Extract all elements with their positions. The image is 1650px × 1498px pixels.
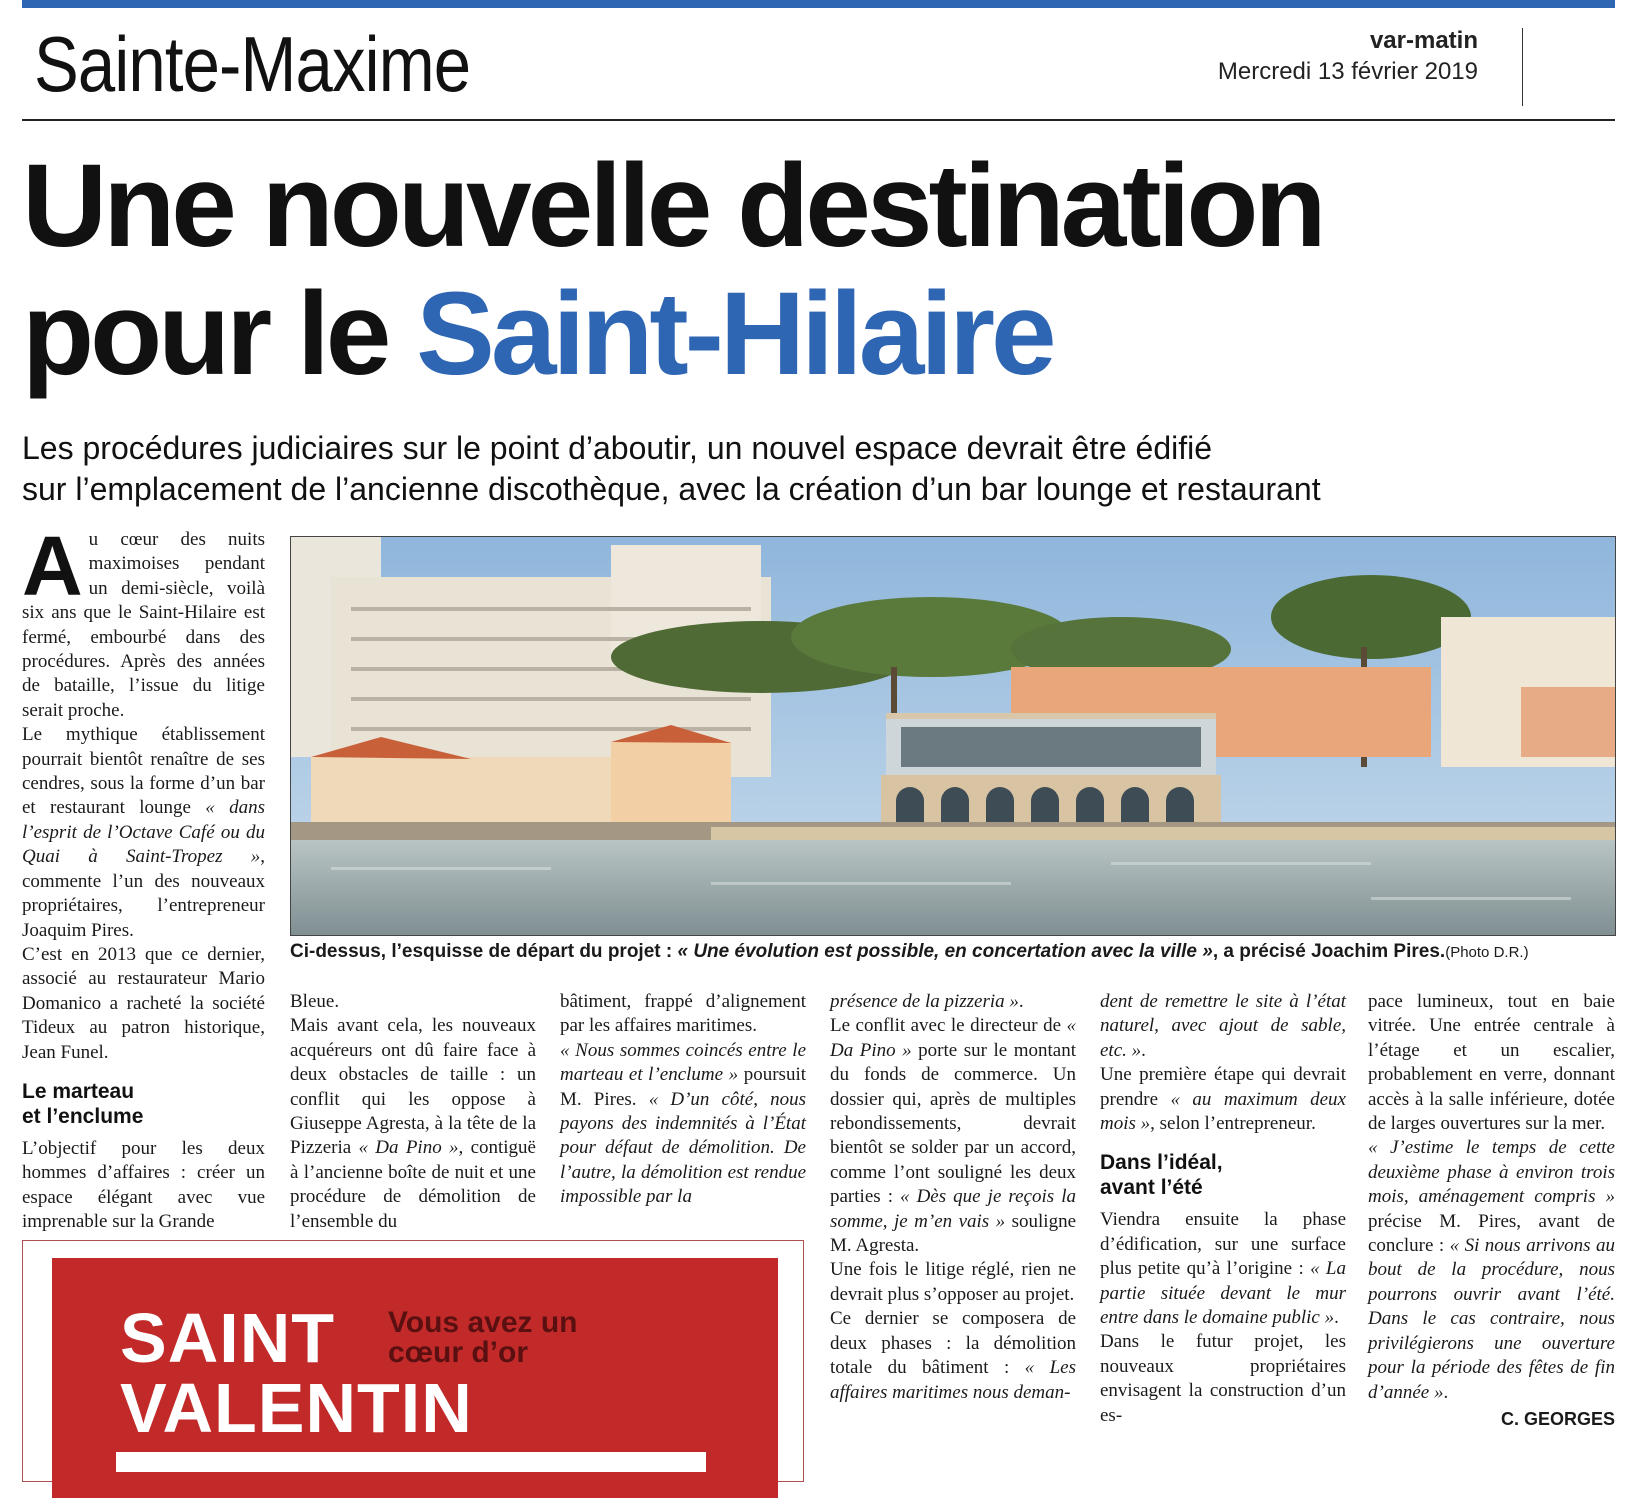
quote: « Da Pino » [830, 1015, 1076, 1061]
subheading-line: Dans l’idéal, [1100, 1151, 1223, 1175]
ad-image-area [116, 1452, 706, 1472]
paragraph [830, 1014, 1076, 1258]
paragraph [22, 723, 265, 943]
photo-credit: (Photo D.R.) [1445, 944, 1529, 961]
paragraph-text: poursuit M. Pires. [560, 1064, 807, 1110]
headline-line-1: Une nouvelle destination [22, 140, 1323, 272]
newspaper-name: var-matin [1369, 27, 1478, 54]
paragraph: pace lumineux, tout en baie vitrée. Une entrée centrale à l’étage et un escalier, probablement en verre, donnant accès à la salle inférieure, dotée de larges ouvertures sur la mer. [1368, 991, 1615, 1135]
headline-line-2 [22, 270, 1632, 398]
paragraph-text: . [1141, 1039, 1146, 1061]
paragraph-text: précise M. Pires, avant de conclure : [1368, 1210, 1615, 1257]
masthead-divider [1522, 28, 1523, 106]
paragraph-text: u cœur des nuits maximoises pendant un demi-siècle, voilà six ans que le Saint-Hilaire est fermé, embourbé dans des procédures. Après des années de bataille, l’issue du litige serait proche. [22, 529, 265, 721]
article-headline [22, 142, 1632, 398]
headline-accent: Saint-Hilaire [416, 268, 1053, 400]
quote: « Les affaires maritimes nous deman- [830, 1357, 1076, 1403]
paragraph [830, 990, 1076, 1014]
paragraph-text: Le conflit avec le directeur de [830, 1015, 1067, 1037]
section-title: Sainte-Maxime [34, 20, 471, 108]
paragraph-text: porte sur le montant du fonds de commerce. Un dossier qui, après de multiples rebondissements, devrait bientôt se solder par un accord, comme l’ont souligné les deux parties : [830, 1039, 1076, 1208]
quote: « au maximum deux mois » [1100, 1088, 1346, 1135]
caption-tail: , a précisé Joachim Pires. [1212, 941, 1446, 962]
publication-date: Mercredi 13 février 2019 [1217, 58, 1478, 85]
paragraph-text: Le mythique établissement pourrait bientôt renaître de ses cendres, sous la forme d’un bar et restaurant lounge [22, 724, 265, 819]
paragraph-text: Ce dernier se composera de deux phases : la démolition totale du bâtiment : [830, 1308, 1076, 1379]
paragraph: Dans le futur projet, les nouveaux propriétaires envisagent la construction d’un es- [1100, 1331, 1346, 1426]
quote: « J’estime le temps de cette deuxième phase à environ trois mois, aménagement compris » [1368, 1137, 1615, 1208]
caption-lead: Ci-dessus, l’esquisse de départ du projet : [290, 941, 678, 962]
quote: dent de remettre le site à l’état naturel, avec ajout de sable, etc. » [1100, 991, 1346, 1061]
paragraph-text: . [1443, 1381, 1449, 1403]
byline: C. GEORGES [1500, 1408, 1615, 1429]
quote: « Si nous arrivons au bout de la procédure, nous pourrons ouvrir avant l’été. Dans le cas contraire, nous privilégierons une ouverture pour la période des fêtes de fin d’année » [1368, 1235, 1615, 1403]
paragraph: L’objectif pour les deux hommes d’affaires : créer un espace élégant avec vue imprenable sur la Grande [22, 1137, 265, 1233]
quote: « Da Pino » [358, 1137, 459, 1159]
paragraph-text: , commente l’un des nouveaux propriétaires, l’entrepreneur Joaquim Pires. [22, 846, 265, 941]
article-column-2 [290, 990, 536, 1234]
article-column-3 [560, 990, 806, 1210]
quote: présence de la pizzeria » [830, 991, 1019, 1012]
masthead [1218, 26, 1478, 88]
standfirst-line-2: sur l’emplacement de l’ancienne discothèque, avec la création d’un bar lounge et restaurant [22, 471, 1321, 507]
paragraph-text: , selon l’entrepreneur. [1150, 1113, 1316, 1135]
photo-caption [290, 940, 1620, 965]
paragraph-text: , contiguë à l’ancienne boîte de nuit et une procédure de démolition de l’ensemble du [290, 1137, 536, 1232]
paragraph-text: Mais avant cela, les nouveaux acquéreurs ont dû faire face à deux obstacles de taille : un conflit qui les oppose à Giuseppe Agresta, à la tête de la Pizzeria [290, 1015, 536, 1159]
waterfront-illustration [291, 537, 1615, 935]
paragraph: Bleue. [290, 991, 340, 1012]
ad-title-valentin: VALENTIN [120, 1369, 473, 1447]
article-column-4 [830, 990, 1076, 1405]
paragraph: Une fois le litige réglé, rien ne devrait plus s’opposer au projet. [830, 1259, 1076, 1305]
paragraph-text: Une première étape qui devrait prendre [1100, 1064, 1346, 1110]
subheading-line: Le marteau [22, 1079, 135, 1103]
subheading-line: avant l’été [1100, 1176, 1203, 1200]
project-sketch-photo [290, 536, 1616, 936]
ad-tagline: Vous avez un cœur d’or [388, 1306, 578, 1369]
quote: « D’un côté, nous payons des indemnités à l’État pour défaut de démolition. De l’autre, la démolition est rendue impossible par la [560, 1088, 806, 1208]
paragraph: bâtiment, frappé d’alignement par les affaires maritimes. [560, 991, 806, 1037]
quote: « La partie située devant le mur entre dans le domaine public » [1100, 1258, 1346, 1329]
subheading [1100, 1150, 1346, 1200]
headline-prefix: pour le [22, 268, 417, 400]
article-column-5 [1100, 990, 1346, 1428]
standfirst [22, 428, 1632, 510]
subheading-line: et l’enclume [22, 1104, 144, 1128]
paragraph [1100, 1208, 1346, 1330]
caption-quote: « Une évolution est possible, en concertation avec la ville » [677, 941, 1213, 962]
drop-cap: A [22, 519, 83, 613]
header-rule [22, 119, 1615, 121]
paragraph-text: . [1334, 1307, 1339, 1329]
top-accent-bar [22, 0, 1615, 8]
subheading [22, 1079, 265, 1129]
paragraph-text: Viendra ensuite la phase d’édification, sur une surface plus petite qu’à l’origine : [1100, 1209, 1346, 1280]
paragraph [1368, 1136, 1615, 1404]
ad-title-saint: SAINT [120, 1299, 335, 1377]
paragraph [290, 1014, 536, 1234]
paragraph: C’est en 2013 que ce dernier, associé au restaurateur Mario Domanico a racheté la société Tideux au patron historique, Jean Funel. [22, 943, 265, 1063]
paragraph [830, 1307, 1076, 1405]
quote: « Nous sommes coincés entre le marteau et l’enclume » [560, 1039, 806, 1086]
paragraph [1100, 990, 1346, 1063]
quote: « Dès que je reçois la somme, je m’en vais » [830, 1186, 1076, 1232]
article-column-6 [1368, 990, 1615, 1431]
paragraph [1100, 1063, 1346, 1136]
paragraph [22, 519, 265, 723]
quote: « dans l’esprit de l’Octave Café ou du Quai à Saint-Tropez » [22, 797, 265, 868]
paragraph-text: . [1018, 991, 1024, 1012]
paragraph [560, 1039, 806, 1210]
article-column-1 [22, 519, 265, 1235]
standfirst-line-1: Les procédures judiciaires sur le point d’aboutir, un nouvel espace devrait être édifié [22, 430, 1213, 466]
paragraph-text: souligne M. Agresta. [830, 1210, 1076, 1257]
